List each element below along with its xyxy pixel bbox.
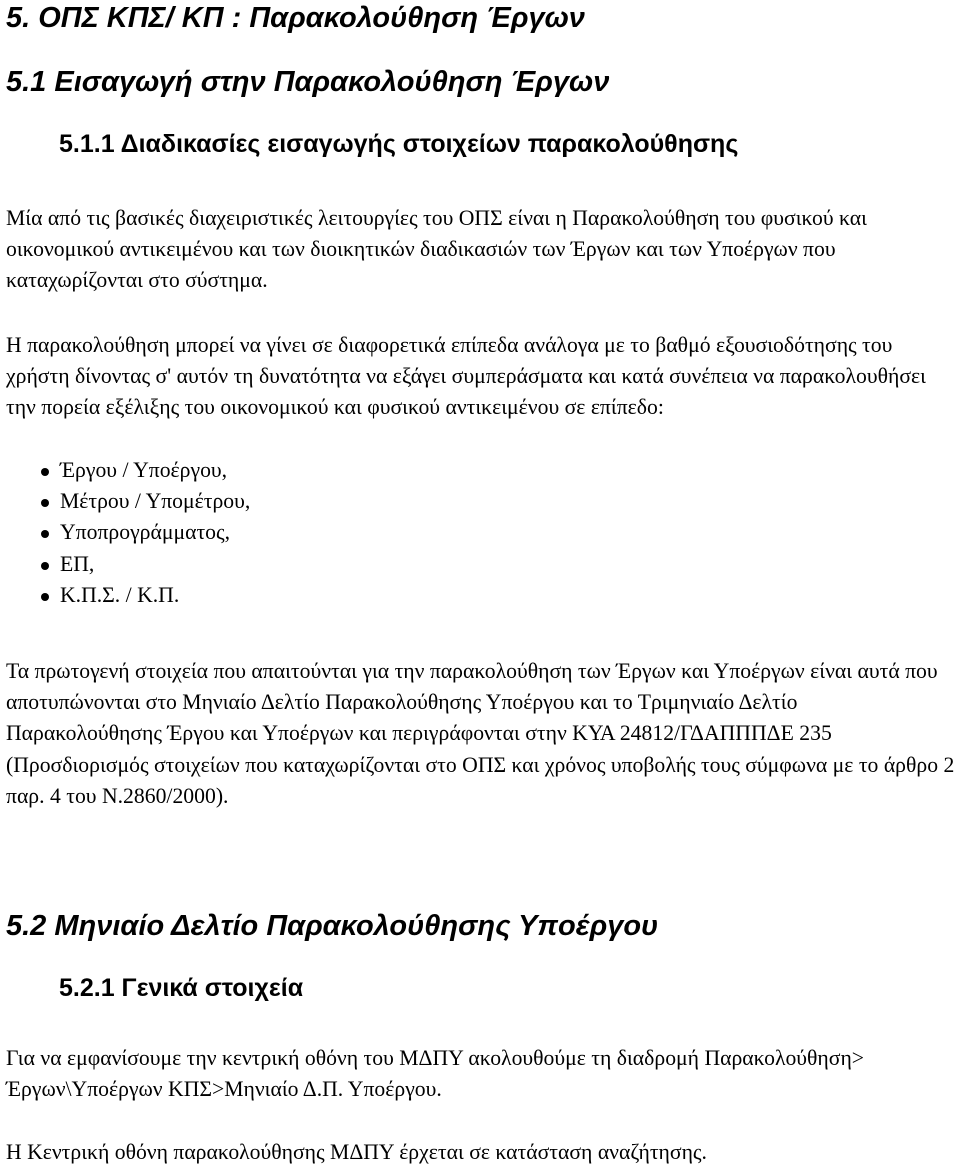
paragraph-monitoring-levels: Η παρακολούθηση μπορεί να γίνει σε διαφορετικά επίπεδα ανάλογα με το βαθμό εξουσιοδότησης του χρήστη δίνοντας σ' αυτόν τη δυνατότητα να εξάγει συμπεράσματα και κατά συνέπεια να παρακολουθήσει την πορεία εξέλιξης του οικονομικού και φυσικού αντικειμένου σε επίπεδο: [6, 333, 926, 420]
bullet-icon [41, 593, 49, 601]
bullet-icon [41, 468, 49, 476]
monitoring-levels-list [0, 455, 960, 611]
list-item [0, 486, 960, 517]
paragraph-navigation-path: Για να εμφανίσουμε την κεντρική οθόνη του ΜΔΠΥ ακολουθούμε τη διαδρομή Παρακολούθηση> Έργων\Υποέργων ΚΠΣ>Μηνιαίο Δ.Π. Υποέργου. [6, 1046, 865, 1102]
heading-5-2-1: 5.2.1 Γενικά στοιχεία [59, 974, 304, 1002]
heading-5-2: 5.2 Μηνιαίο Δελτίο Παρακολούθησης Υποέργου [6, 910, 659, 942]
paragraph-search-state: Η Κεντρική οθόνη παρακολούθησης ΜΔΠΥ έρχεται σε κατάσταση αναζήτησης. [6, 1140, 707, 1164]
heading-5-1: 5.1 Εισαγωγή στην Παρακολούθηση Έργων [6, 66, 610, 98]
bullet-icon [41, 530, 49, 538]
heading-5: 5. ΟΠΣ ΚΠΣ/ ΚΠ : Παρακολούθηση Έργων [6, 2, 585, 34]
list-item [0, 549, 960, 580]
list-item [0, 455, 960, 486]
bullet-icon [41, 499, 49, 507]
list-item-label: Υποπρογράμματος, [60, 520, 231, 545]
list-item [0, 517, 960, 548]
bullet-icon [41, 562, 49, 570]
list-item-label: Μέτρου / Υπομέτρου, [60, 489, 251, 514]
list-item-label: Έργου / Υποέργου, [60, 458, 228, 482]
paragraph-primary-data: Τα πρωτογενή στοιχεία που απαιτούνται για την παρακολούθηση των Έργων και Υποέργων είναι αυτά που αποτυπώνονται στο Μηνιαίο Δελτίο Παρακολούθησης Υποέργου και το Τριμηνιαίο Δελτίο Παρακολούθησης Έργου και Υποέργων και περιγράφονται στην ΚΥΑ 24812/ΓΔΑΠΠΠΔΕ 235 (Προσδιορισμός στοιχείων που καταχωρίζονται στο ΟΠΣ και χρόνος υποβολής τους σύμφωνα με το άρθρο 2 παρ. 4 του Ν.2860/2000). [6, 659, 955, 808]
list-item-label: Κ.Π.Σ. / Κ.Π. [60, 582, 180, 607]
list-item [0, 580, 960, 611]
paragraph-intro: Μία από τις βασικές διαχειριστικές λειτουργίες του ΟΠΣ είναι η Παρακολούθηση του φυσικού και οικονομικού αντικειμένου και των διοικητικών διαδικασιών των Έργων και των Υποέργων που καταχωρίζονται στο σύστημα. [6, 206, 867, 293]
heading-5-1-1: 5.1.1 Διαδικασίες εισαγωγής στοιχείων παρακολούθησης [59, 130, 739, 158]
list-item-label: ΕΠ, [60, 551, 95, 576]
